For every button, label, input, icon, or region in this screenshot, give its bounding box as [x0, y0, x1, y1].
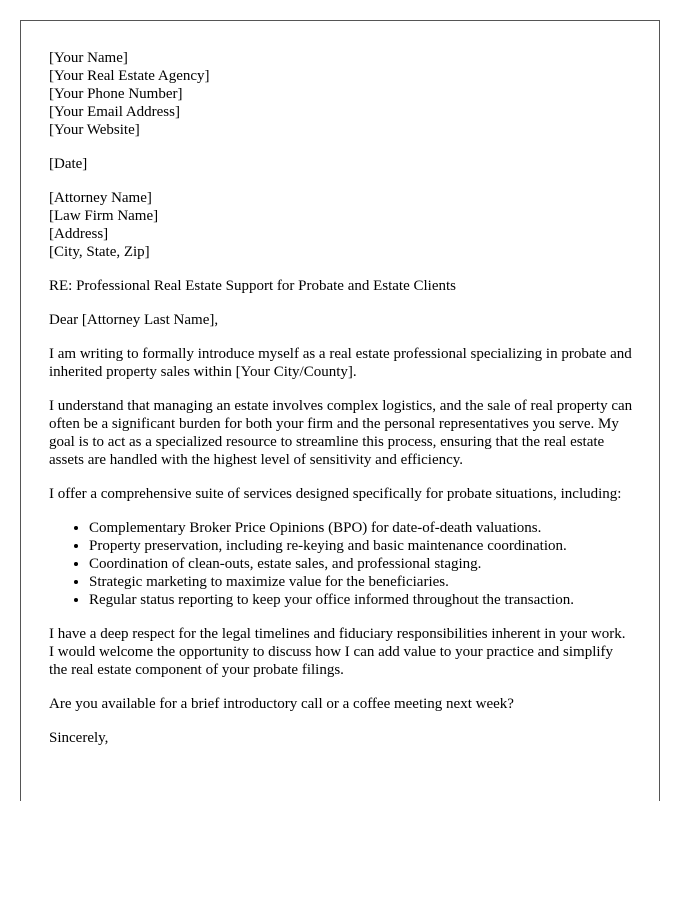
salutation: Dear [Attorney Last Name],: [49, 312, 219, 328]
list-item: • Complementary Broker Price Opinions (BPO) for date-of-death valuations.: [89, 519, 633, 537]
paragraph-intro: I am writing to formally introduce myself as a real estate professional specializing in probate and inherited property sales within [Your City/County].: [49, 346, 632, 380]
recipient-name: [Attorney Name]: [49, 190, 152, 206]
letter-body: [49, 49, 633, 763]
recipient-city-state-zip: [City, State, Zip]: [49, 244, 150, 260]
paragraph-services-intro: I offer a comprehensive suite of services designed specifically for probate situations, including:: [49, 486, 622, 502]
list-item: • Coordination of clean-outs, estate sales, and professional staging.: [89, 555, 633, 573]
sender-email: [Your Email Address]: [49, 104, 180, 120]
recipient-firm: [Law Firm Name]: [49, 208, 159, 224]
letter-page: [20, 20, 660, 801]
recipient-block: [49, 189, 633, 261]
closing: Sincerely,: [49, 730, 109, 746]
sender-phone: [Your Phone Number]: [49, 86, 183, 102]
sender-website: [Your Website]: [49, 122, 140, 138]
paragraph-understanding: I understand that managing an estate involves complex logistics, and the sale of real property can often be a significant burden for both your firm and the personal representatives you serve. My goal is to act as a specialized resource to streamline this process, ensuring that the real estate assets are handled with the highest level of sensitivity and efficiency.: [49, 398, 633, 468]
letter-date: [Date]: [49, 156, 88, 172]
paragraph-respect: I have a deep respect for the legal timelines and fiduciary responsibilities inherent in your work. I would welcome the opportunity to discuss how I can add value to your practice and simplify the real estate component of your probate filings.: [49, 626, 626, 678]
list-item: • Property preservation, including re-keying and basic maintenance coordination.: [89, 537, 633, 555]
services-list: [49, 519, 633, 609]
sender-name: [Your Name]: [49, 50, 128, 66]
date-block: [49, 155, 633, 173]
sender-agency: [Your Real Estate Agency]: [49, 68, 210, 84]
list-item: • Regular status reporting to keep your office informed throughout the transaction.: [89, 591, 633, 609]
list-item: • Strategic marketing to maximize value for the beneficiaries.: [89, 573, 633, 591]
paragraph-call-to-action: Are you available for a brief introductory call or a coffee meeting next week?: [49, 696, 514, 712]
sender-block: [49, 49, 633, 139]
subject-line: RE: Professional Real Estate Support for Probate and Estate Clients: [49, 278, 457, 294]
recipient-address: [Address]: [49, 226, 109, 242]
